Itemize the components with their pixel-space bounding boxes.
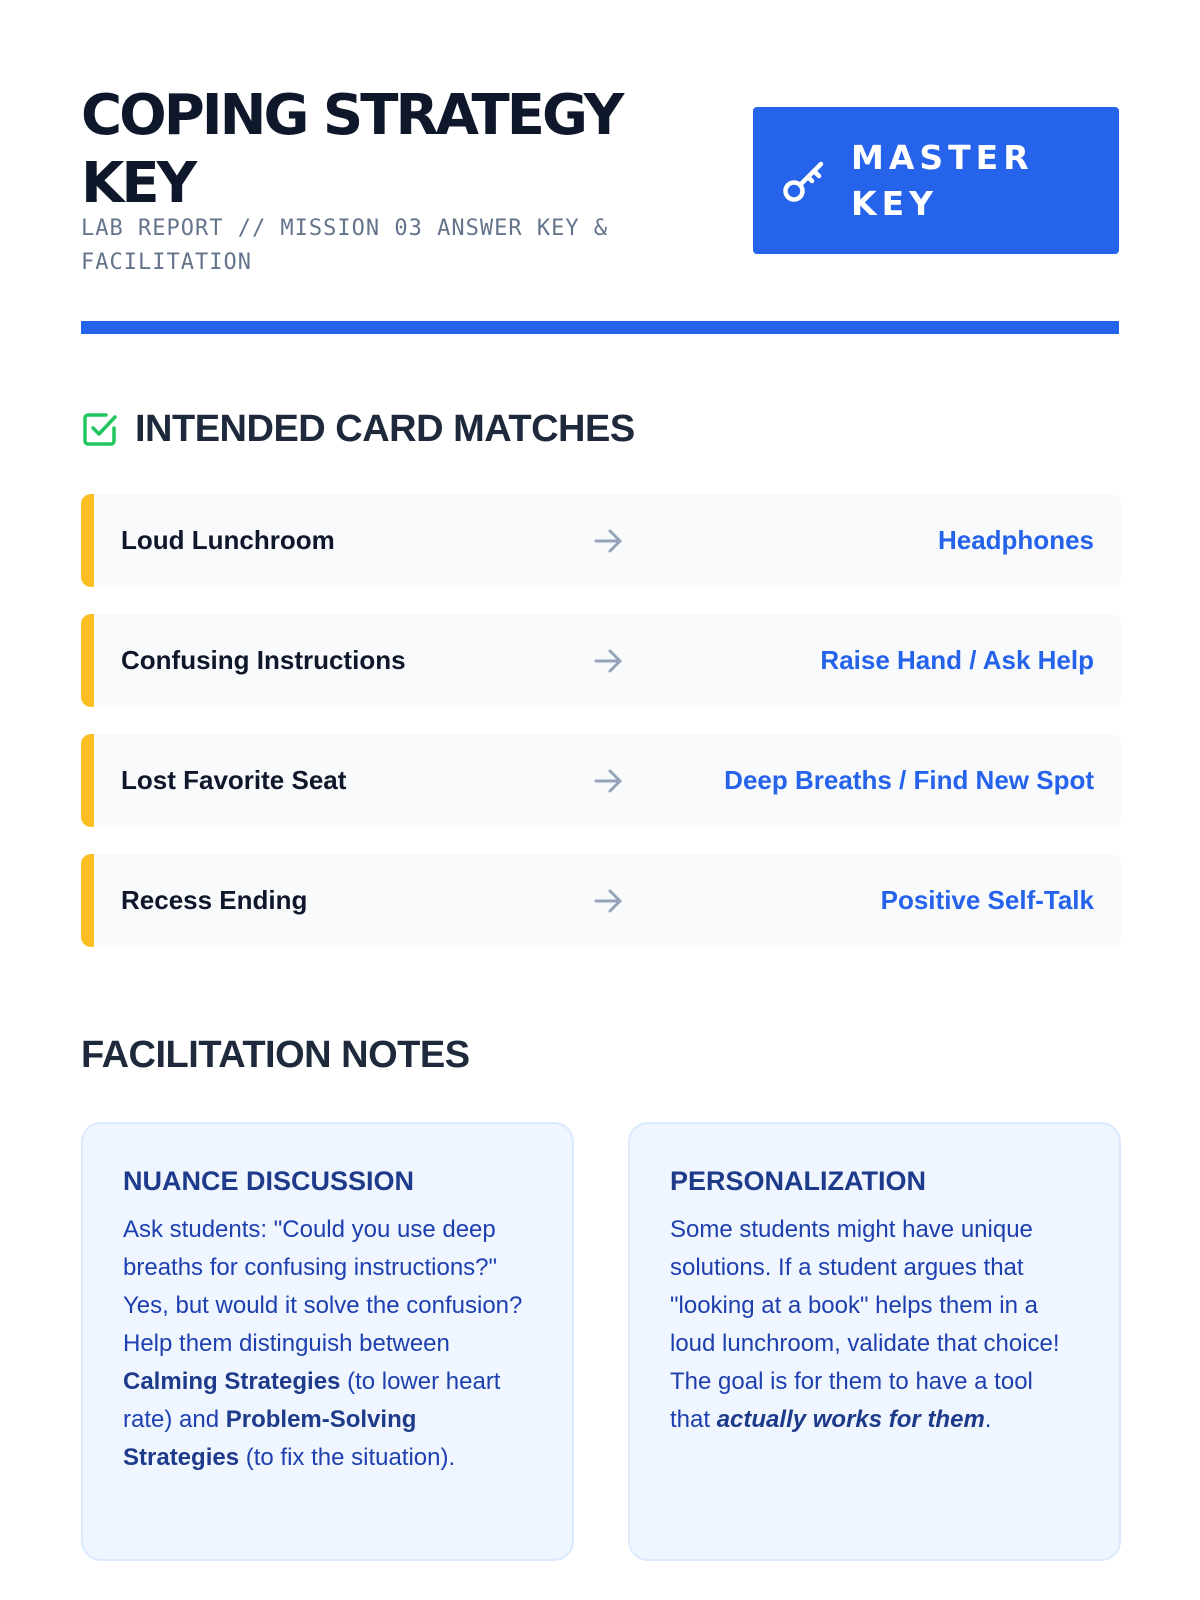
match-row: [81, 734, 1121, 827]
note-text: Ask students: "Could you use deep breaths for confusing instructions?" Yes, but would it solve the confusion? Help them distinguish between: [123, 1216, 523, 1357]
badge-label: MASTER KEY: [851, 137, 1034, 223]
note-emphasis: Problem-Solving Strategies: [123, 1406, 417, 1471]
notes-heading: FACILITATION NOTES: [81, 1033, 470, 1076]
master-key-badge: [753, 107, 1119, 254]
match-problem: Confusing Instructions: [121, 645, 406, 675]
key-icon: [781, 157, 829, 205]
nuance-note-card: [81, 1122, 574, 1561]
note-text: Some students might have unique solutions. If a student argues that "looking at a book" helps them in a loud lunchroom, validate that choice! The goal is for them to have a tool that: [670, 1216, 1060, 1433]
note-emphasis: actually works for them: [716, 1406, 985, 1433]
match-problem: Lost Favorite Seat: [121, 765, 347, 795]
arrow-right-icon: [591, 524, 625, 558]
matches-heading: [81, 404, 635, 454]
match-solution: Deep Breaths / Find New Spot: [724, 765, 1094, 795]
page-subtitle: LAB REPORT // MISSION 03 ANSWER KEY & FACILITATION: [81, 216, 609, 275]
note-text: .: [984, 1406, 992, 1433]
personalization-note-title: PERSONALIZATION: [670, 1166, 926, 1196]
match-solution: Raise Hand / Ask Help: [820, 645, 1094, 675]
notes-grid: [81, 1122, 1121, 1561]
match-problem: Recess Ending: [121, 885, 308, 915]
arrow-right-icon: [591, 764, 625, 798]
arrow-right-icon: [591, 644, 625, 678]
matches-list: [81, 494, 1121, 974]
match-problem: Loud Lunchroom: [121, 525, 335, 555]
match-solution: Positive Self-Talk: [880, 885, 1094, 915]
match-row: [81, 494, 1121, 587]
matches-heading-text: INTENDED CARD MATCHES: [135, 407, 635, 450]
personalization-note-body: [670, 1211, 1079, 1439]
page-title: COPING STRATEGY KEY: [81, 83, 622, 216]
header: [81, 0, 1119, 336]
personalization-note-card: [628, 1122, 1121, 1561]
nuance-note-body: [123, 1211, 532, 1477]
arrow-right-icon: [591, 884, 625, 918]
note-text: (to lower heart rate) and: [123, 1368, 501, 1433]
match-row: [81, 614, 1121, 707]
check-square-icon: [81, 410, 119, 448]
match-solution: Headphones: [937, 525, 1094, 555]
note-emphasis: Calming Strategies: [123, 1368, 341, 1395]
nuance-note-title: NUANCE DISCUSSION: [123, 1166, 415, 1196]
header-divider: [81, 321, 1119, 334]
note-text: (to fix the situation).: [239, 1444, 456, 1471]
match-row: [81, 854, 1121, 947]
